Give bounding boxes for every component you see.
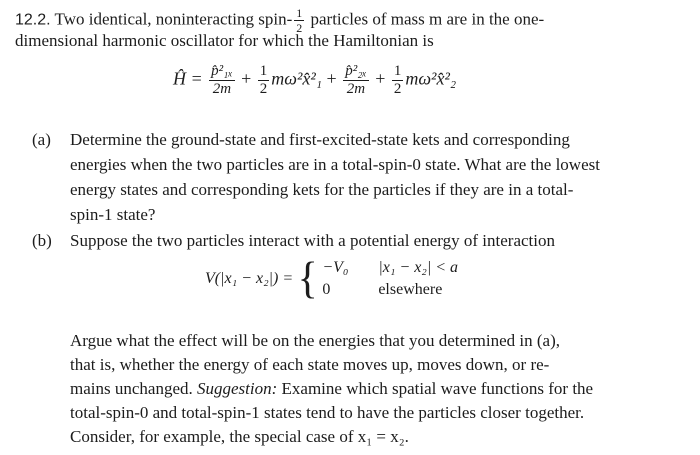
case-1: −V₀ |x₁ − x₂| < a <box>322 259 459 276</box>
part-a-line-4: spin-1 state? <box>70 205 156 224</box>
suggestion-label: Suggestion: <box>197 379 278 398</box>
spin-half-fraction: $\frac{1}{2}$ <box>296 6 303 35</box>
potential-term-2: mω²x̂²₂ <box>405 68 457 89</box>
part-b-line-4: mains unchanged. Suggestion: Examine which spatial wave functions for the <box>70 379 594 398</box>
problem-intro-line-2: dimensional harmonic oscillator for which the Hamiltonian is <box>15 31 434 50</box>
case-2: 0 elsewhere <box>322 281 443 298</box>
p1-kinetic-fraction: $\frac{\text{p̂²₁ₓ}}{2m}$ <box>211 63 233 97</box>
problem-number: 12.2. <box>15 11 51 29</box>
potential-lhs: V(|x₁ − x₂|) = <box>205 270 294 287</box>
cases-brace: { <box>297 254 318 304</box>
hamiltonian-lhs: Ĥ = <box>173 68 203 89</box>
intro-text-end: particles of mass m are in the one- <box>306 9 545 29</box>
part-b-line-1: Suppose the two particles interact with a potential energy of interaction <box>70 231 555 250</box>
problem-intro-line-1 <box>15 7 544 34</box>
p2-kinetic-fraction: $\frac{\text{p̂²₂ₓ}}{2m}$ <box>345 63 367 97</box>
interaction-potential-equation <box>205 254 459 304</box>
potential-cases <box>322 257 458 301</box>
half-fraction-1: $\frac{1}{2}$ <box>259 63 268 97</box>
hamiltonian-equation: Ĥ = $\frac{\text{p̂²₁ₓ}}{2m}$ + $\frac{1}{2}$ mω²x̂²₁ + $\frac{\text{p̂²₂ₓ}}{2m}$ + $\frac{1}{2}$ mω²x̂²₂ <box>173 63 457 97</box>
intro-text: Two identical, noninteracting spin- <box>54 9 293 29</box>
part-b-line-5: total-spin-0 and total-spin-1 states tend to have the particles closer together. <box>70 403 585 422</box>
part-a-line-2: energies when the two particles are in a total-spin-0 state. What are the lowest <box>70 155 600 174</box>
part-b-line-3: that is, whether the energy of each state moves up, moves down, or re- <box>70 355 550 374</box>
part-b-line-2: Argue what the effect will be on the energies that you determined in (a), <box>70 331 561 350</box>
part-a-line-3: energy states and corresponding kets for the particles if they are in a total- <box>70 180 574 199</box>
half-fraction-2: $\frac{1}{2}$ <box>393 63 402 97</box>
part-a-label: (a) <box>32 130 51 149</box>
part-a-line-1: Determine the ground-state and first-excited-state kets and corresponding <box>70 130 570 149</box>
part-b-line-6: Consider, for example, the special case of x₁ = x₂. <box>70 427 409 446</box>
potential-term-1: mω²x̂²₁ <box>271 68 323 89</box>
part-b-label: (b) <box>32 231 52 250</box>
